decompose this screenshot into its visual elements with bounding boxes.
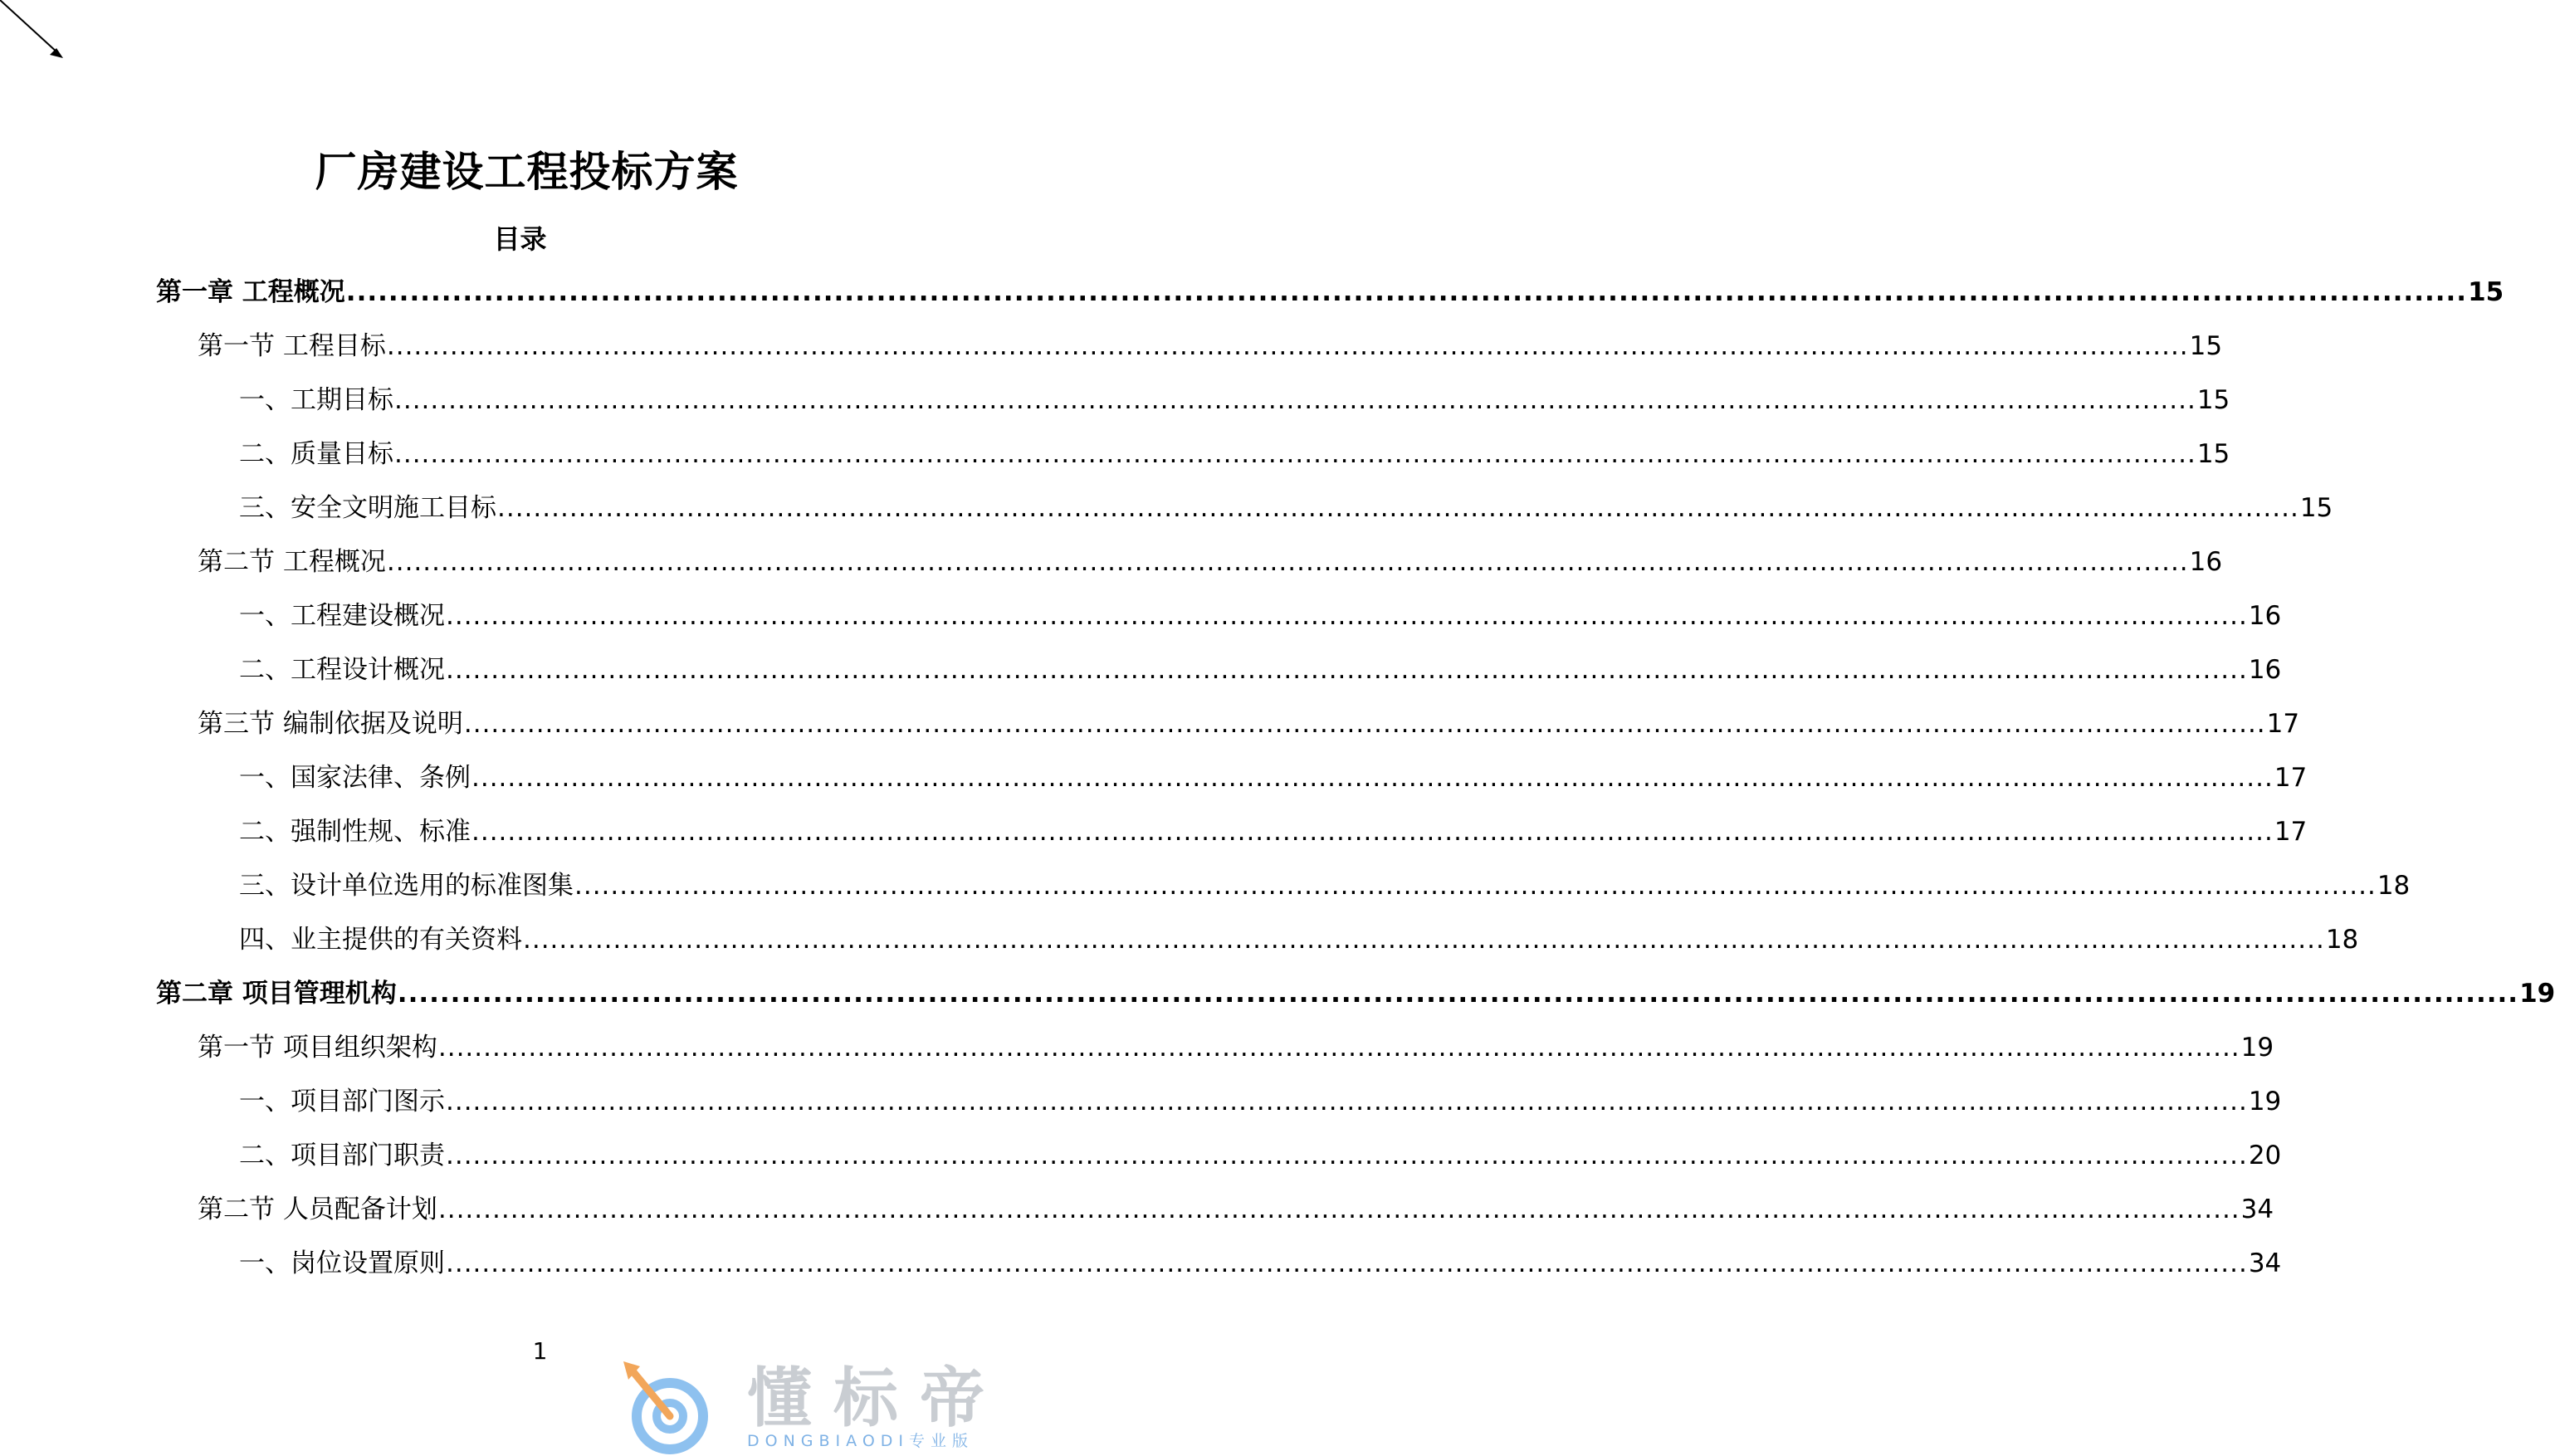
toc-subsection-entry[interactable] — [0, 1080, 2282, 1134]
toc-entry-label: 第一节 项目组织架构 — [198, 1033, 437, 1063]
toc-entry-page: 15 — [2468, 277, 2504, 307]
toc-dot-leader: ........................................................................................................................................................................................................ — [394, 385, 2196, 415]
toc-entry-page: 18 — [2325, 925, 2359, 955]
toc-dot-leader: ........................................................................................................................................................................................................ — [446, 1087, 2248, 1116]
toc-entry-page: 15 — [2196, 439, 2230, 469]
toc-subsection-entry[interactable] — [0, 379, 2230, 432]
toc-entry-page: 15 — [2196, 385, 2230, 415]
toc-entry-page: 19 — [2240, 1033, 2274, 1063]
toc-subsection-entry[interactable] — [0, 486, 2333, 540]
toc-subsection-entry[interactable] — [0, 648, 2282, 702]
toc-dot-leader: ........................................................................................................................................................................................................ — [463, 709, 2266, 739]
toc-entry-page: 16 — [2189, 547, 2223, 577]
toc-entry-label: 二、工程设计概况 — [239, 655, 445, 685]
toc-subsection-entry[interactable] — [0, 594, 2282, 648]
toc-subsection-entry[interactable] — [0, 432, 2230, 486]
toc-dot-leader: ........................................................................................................................................................................................................ — [523, 925, 2325, 955]
toc-section-entry[interactable] — [0, 702, 2300, 756]
toc-section-entry[interactable] — [0, 1026, 2274, 1080]
toc-section-entry[interactable] — [0, 325, 2223, 379]
toc-entry-label: 三、安全文明施工目标 — [239, 493, 496, 523]
toc-entry-label: 第二节 人员配备计划 — [198, 1195, 437, 1224]
toc-dot-leader: ........................................................................................................................................................................................................ — [497, 493, 2299, 523]
toc-entry-page: 15 — [2299, 493, 2333, 523]
watermark-brand: 懂标帝 — [747, 1361, 1007, 1436]
toc-entry-page: 19 — [2519, 979, 2555, 1009]
arrow-down-right-icon — [0, 0, 75, 75]
toc-entry-page: 16 — [2248, 601, 2282, 631]
toc-entry-label: 二、项目部门职责 — [239, 1141, 445, 1170]
toc-subsection-entry[interactable] — [0, 1242, 2282, 1296]
table-of-contents — [0, 271, 2555, 1296]
toc-entry-label: 第三节 编制依据及说明 — [198, 709, 463, 739]
watermark — [618, 1361, 1017, 1453]
toc-entry-page: 17 — [2274, 763, 2308, 793]
toc-section-entry[interactable] — [0, 540, 2223, 594]
toc-entry-page: 19 — [2248, 1087, 2282, 1116]
toc-entry-page: 17 — [2266, 709, 2300, 739]
toc-dot-leader: ........................................................................................................................................................................................................ — [446, 1141, 2248, 1170]
toc-subsection-entry[interactable] — [0, 810, 2308, 864]
toc-entry-label: 一、项目部门图示 — [239, 1087, 445, 1116]
toc-subsection-entry[interactable] — [0, 918, 2359, 972]
toc-entry-page: 34 — [2240, 1195, 2274, 1224]
toc-section-entry[interactable] — [0, 1188, 2274, 1242]
toc-dot-leader: ........................................................................................................................................................................................................ — [394, 439, 2196, 469]
toc-heading: 目录 — [493, 223, 547, 255]
toc-entry-label: 二、强制性规、标准 — [239, 817, 471, 847]
toc-entry-label: 第一节 工程目标 — [198, 331, 386, 361]
toc-dot-leader: ........................................................................................................................................................................................................ — [345, 277, 2468, 307]
toc-entry-label: 第一章 工程概况 — [156, 277, 345, 307]
toc-entry-page: 15 — [2189, 331, 2223, 361]
toc-dot-leader: ........................................................................................................................................................................................................ — [471, 817, 2274, 847]
toc-entry-label: 一、工期目标 — [239, 385, 393, 415]
toc-dot-leader: ........................................................................................................................................................................................................ — [446, 655, 2248, 685]
toc-subsection-entry[interactable] — [0, 1134, 2282, 1188]
toc-entry-page: 34 — [2248, 1248, 2282, 1278]
toc-entry-label: 二、质量目标 — [239, 439, 393, 469]
document-title: 厂房建设工程投标方案 — [315, 148, 739, 196]
toc-dot-leader: ........................................................................................................................................................................................................ — [446, 1248, 2248, 1278]
toc-entry-label: 一、国家法律、条例 — [239, 763, 471, 793]
toc-dot-leader: ........................................................................................................................................................................................................ — [471, 763, 2274, 793]
toc-dot-leader: ........................................................................................................................................................................................................ — [437, 1033, 2240, 1063]
toc-dot-leader: ........................................................................................................................................................................................................ — [574, 871, 2377, 901]
toc-entry-label: 一、岗位设置原则 — [239, 1248, 445, 1278]
toc-entry-label: 四、业主提供的有关资料 — [239, 925, 522, 955]
target-arrow-icon — [618, 1361, 726, 1453]
toc-entry-page: 20 — [2248, 1141, 2282, 1170]
toc-entry-label: 三、设计单位选用的标准图集 — [239, 871, 574, 901]
toc-entry-label: 第二章 项目管理机构 — [156, 979, 397, 1009]
toc-entry-label: 第二节 工程概况 — [198, 547, 386, 577]
toc-dot-leader: ........................................................................................................................................................................................................ — [386, 331, 2189, 361]
toc-subsection-entry[interactable] — [0, 864, 2411, 918]
toc-chapter-entry[interactable] — [0, 972, 2555, 1026]
toc-entry-page: 17 — [2274, 817, 2308, 847]
page-number: 1 — [532, 1337, 548, 1365]
toc-dot-leader: ........................................................................................................................................................................................................ — [446, 601, 2248, 631]
toc-dot-leader: ........................................................................................................................................................................................................ — [397, 979, 2519, 1009]
toc-dot-leader: ........................................................................................................................................................................................................ — [437, 1195, 2240, 1224]
toc-entry-page: 16 — [2248, 655, 2282, 685]
watermark-subtitle: DONGBIAODI专业版 — [747, 1432, 975, 1450]
toc-chapter-entry[interactable] — [0, 271, 2504, 325]
toc-subsection-entry[interactable] — [0, 756, 2308, 810]
toc-entry-page: 18 — [2377, 871, 2411, 901]
toc-dot-leader: ........................................................................................................................................................................................................ — [386, 547, 2189, 577]
toc-entry-label: 一、工程建设概况 — [239, 601, 445, 631]
